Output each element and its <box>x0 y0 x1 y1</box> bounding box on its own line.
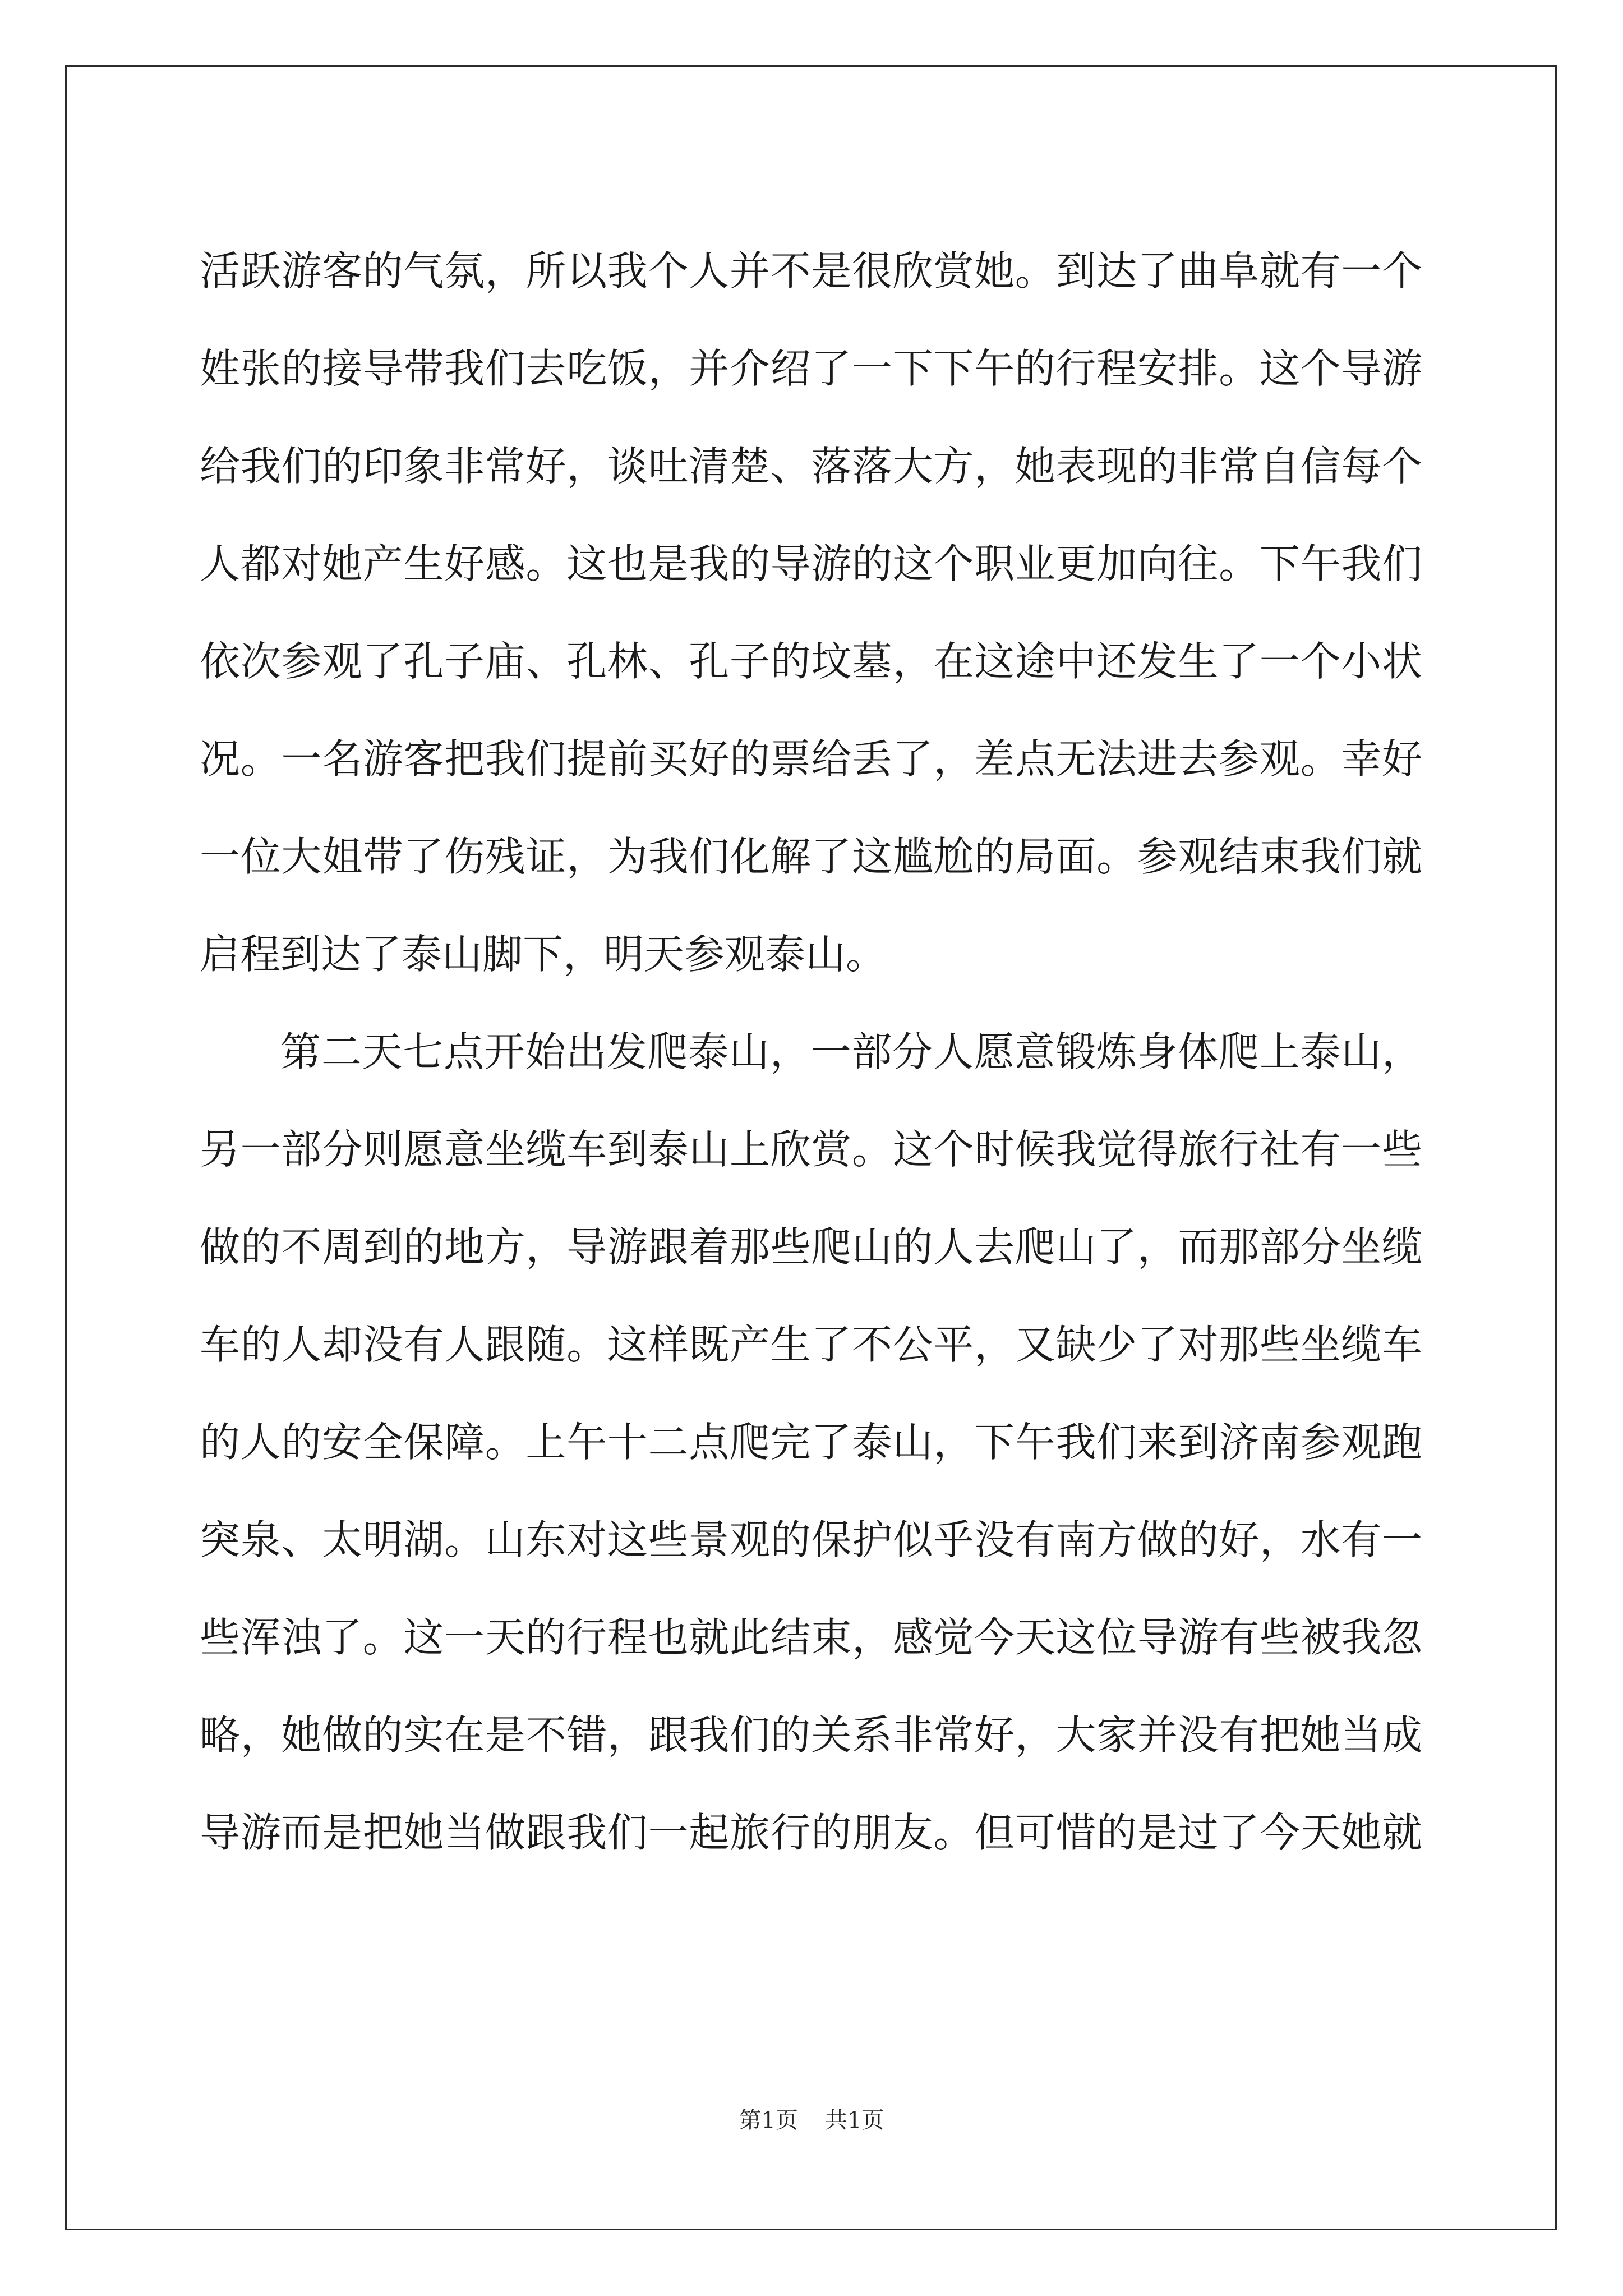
text-line: 活跃游客的气氛，所以我个人并不是很欣赏她。到达了曲阜就有一个 <box>200 247 1422 295</box>
text-line: 略，她做的实在是不错，跟我们的关系非常好，大家并没有把她当成 <box>200 1711 1422 1759</box>
page-number: 第1页 <box>739 2108 798 2133</box>
text-line: 突泉、太明湖。山东对这些景观的保护似乎没有南方做的好，水有一 <box>200 1516 1422 1563</box>
text-line: 的人的安全保障。上午十二点爬完了泰山，下午我们来到济南参观跑 <box>200 1419 1422 1466</box>
text-line: 人都对她产生好感。这也是我的导游的这个职业更加向往。下午我们 <box>200 540 1422 587</box>
text-line: 姓张的接导带我们去吃饭，并介绍了一下下午的行程安排。这个导游 <box>200 345 1422 392</box>
document-body <box>200 222 1422 1881</box>
text-line: 另一部分则愿意坐缆车到泰山上欣赏。这个时候我觉得旅行社有一些 <box>200 1126 1422 1173</box>
text-line: 给我们的印象非常好，谈吐清楚、落落大方，她表现的非常自信每个 <box>200 443 1422 490</box>
text-line: 一位大姐带了伤残证，为我们化解了这尴尬的局面。参观结束我们就 <box>200 833 1422 880</box>
text-line: 依次参观了孔子庙、孔林、孔子的坟墓，在这途中还发生了一个小状 <box>200 638 1422 685</box>
page-total: 共1页 <box>825 2108 884 2133</box>
text-line-paragraph-end: 启程到达了泰山脚下，明天参观泰山。 <box>200 931 887 978</box>
text-line: 车的人却没有人跟随。这样既产生了不公平，又缺少了对那些坐缆车 <box>200 1321 1422 1368</box>
page-footer <box>0 2104 1623 2137</box>
text-line-paragraph-start: 第二天七点开始出发爬泰山，一部分人愿意锻炼身体爬上泰山， <box>280 1028 1422 1075</box>
text-line: 做的不周到的地方，导游跟着那些爬山的人去爬山了，而那部分坐缆 <box>200 1223 1422 1271</box>
text-line: 导游而是把她当做跟我们一起旅行的朋友。但可惜的是过了今天她就 <box>200 1809 1422 1856</box>
text-line: 些浑浊了。这一天的行程也就此结束，感觉今天这位导游有些被我忽 <box>200 1614 1422 1661</box>
text-line: 况。一名游客把我们提前买好的票给丢了，差点无法进去参观。幸好 <box>200 735 1422 783</box>
